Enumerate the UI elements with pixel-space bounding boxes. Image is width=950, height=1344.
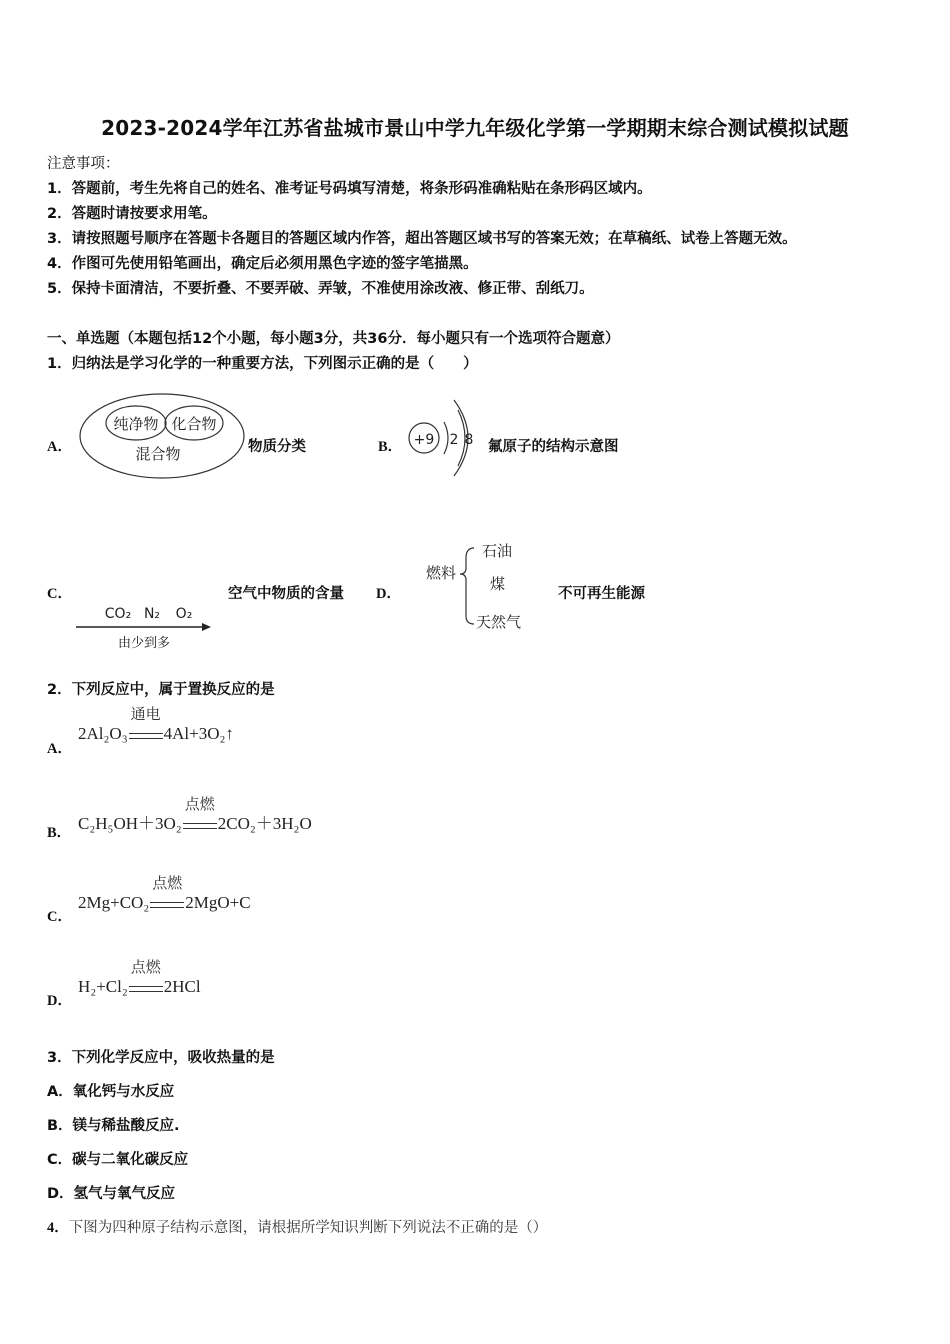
q2-option-b-label: B． [47, 825, 72, 841]
notice-item-2: 2．答题时请按要求用笔。 [47, 206, 217, 222]
q2-option-c-equation [78, 874, 251, 913]
q1-c-air-arrow-diagram [74, 598, 219, 654]
notice-item-5: 5．保持卡面清洁，不要折叠、不要弄破、弄皱，不准使用涂改液、修正带、刮纸刀。 [47, 281, 594, 297]
q1-b-shell1: 2 [449, 432, 459, 448]
q3-option-c: C．碳与二氧化碳反应 [47, 1152, 189, 1168]
q2-stem: 2．下列反应中，属于置换反应的是 [47, 682, 275, 698]
q1-b-atom-diagram [402, 394, 482, 480]
q2-a-right: 4Al+3O₂↑ [163, 724, 234, 743]
q1-d-item3: 天然气 [476, 613, 522, 631]
q1-option-b-label: B． [378, 439, 403, 455]
q3-stem: 3．下列化学反应中，吸收热量的是 [47, 1050, 275, 1066]
q2-d-condition: 点燃 [130, 958, 161, 976]
q2-option-a-equation [78, 705, 234, 744]
q2-c-right: 2MgO+C [185, 893, 251, 912]
q1-d-fuel-brace-diagram [422, 538, 542, 634]
q1-option-a-label: A． [47, 439, 72, 455]
q1-c-gas2: N₂ [143, 606, 161, 622]
q1-b-caption: 氟原子的结构示意图 [488, 439, 619, 455]
q3-option-d: D．氢气与氧气反应 [47, 1186, 176, 1202]
q2-b-right: 2CO₂＋3H₂O [217, 814, 312, 833]
q2-a-left: 2Al₂O₃ [78, 724, 128, 743]
q2-d-right: 2HCl [163, 977, 201, 996]
q2-option-d-label: D． [47, 993, 72, 1009]
q3-option-b: B．镁与稀盐酸反应. [47, 1118, 180, 1134]
q1-b-shell2: 8 [464, 432, 474, 448]
notice-item-3: 3．请按照题号顺序在答题卡各题目的答题区域内作答，超出答题区域书写的答案无效；在草稿纸、试卷上答题无效。 [47, 231, 797, 247]
q4-number: 4． [47, 1220, 69, 1236]
q2-option-d-equation [78, 958, 201, 997]
q1-d-root: 燃料 [426, 564, 457, 582]
q1-option-c-label: C． [47, 586, 72, 602]
notice-item-4: 4．作图可先使用铅笔画出，确定后必须用黑色字迹的签字笔描黑。 [47, 256, 478, 272]
q4-stem: 下图为四种原子结构示意图，请根据所学知识判断下列说法不正确的是（） [68, 1220, 548, 1236]
q1-c-gas3: O₂ [175, 606, 193, 622]
page-title: 2023-2024学年江苏省盐城市景山中学九年级化学第一学期期末综合测试模拟试题 [101, 116, 849, 140]
q2-option-c-label: C． [47, 909, 72, 925]
q1-a-outer-text: 混合物 [135, 445, 181, 463]
q1-a-caption: 物质分类 [248, 439, 306, 455]
notice-heading: 注意事项： [47, 156, 120, 172]
q2-d-left: H₂+Cl₂ [78, 977, 128, 996]
q1-d-item2: 煤 [490, 575, 506, 593]
q4-line [47, 1216, 547, 1237]
q1-c-caption: 空气中物质的含量 [228, 586, 344, 602]
q2-option-b-equation [78, 795, 312, 834]
q1-a-classification-diagram [78, 390, 248, 480]
q1-d-item1: 石油 [482, 542, 513, 560]
q1-a-inner2-text: 化合物 [171, 415, 217, 433]
q1-stem: 1．归纳法是学习化学的一种重要方法，下列图示正确的是（ ） [47, 356, 478, 372]
q1-option-d-label: D． [376, 586, 401, 602]
q2-c-left: 2Mg+CO₂ [78, 893, 150, 912]
q2-c-condition: 点燃 [152, 874, 183, 892]
q1-b-nucleus: +9 [413, 432, 435, 448]
q2-b-left: C₂H₅OH＋3O₂ [78, 814, 182, 833]
q1-c-gas1: CO₂ [104, 606, 132, 622]
q1-a-inner1-text: 纯净物 [113, 415, 159, 433]
section-heading: 一、单选题（本题包括12个小题，每小题3分，共36分．每小题只有一个选项符合题意） [47, 331, 620, 347]
q2-a-condition: 通电 [130, 705, 161, 723]
q3-option-a: A．氧化钙与水反应 [47, 1084, 175, 1100]
notice-item-1: 1．答题前，考生先将自己的姓名、准考证号码填写清楚，将条形码准确粘贴在条形码区域内。 [47, 181, 652, 197]
q1-c-arrow-label: 由少到多 [117, 636, 171, 651]
q2-option-a-label: A． [47, 741, 72, 757]
q1-d-caption: 不可再生能源 [558, 586, 645, 602]
q2-b-condition: 点燃 [184, 795, 215, 813]
